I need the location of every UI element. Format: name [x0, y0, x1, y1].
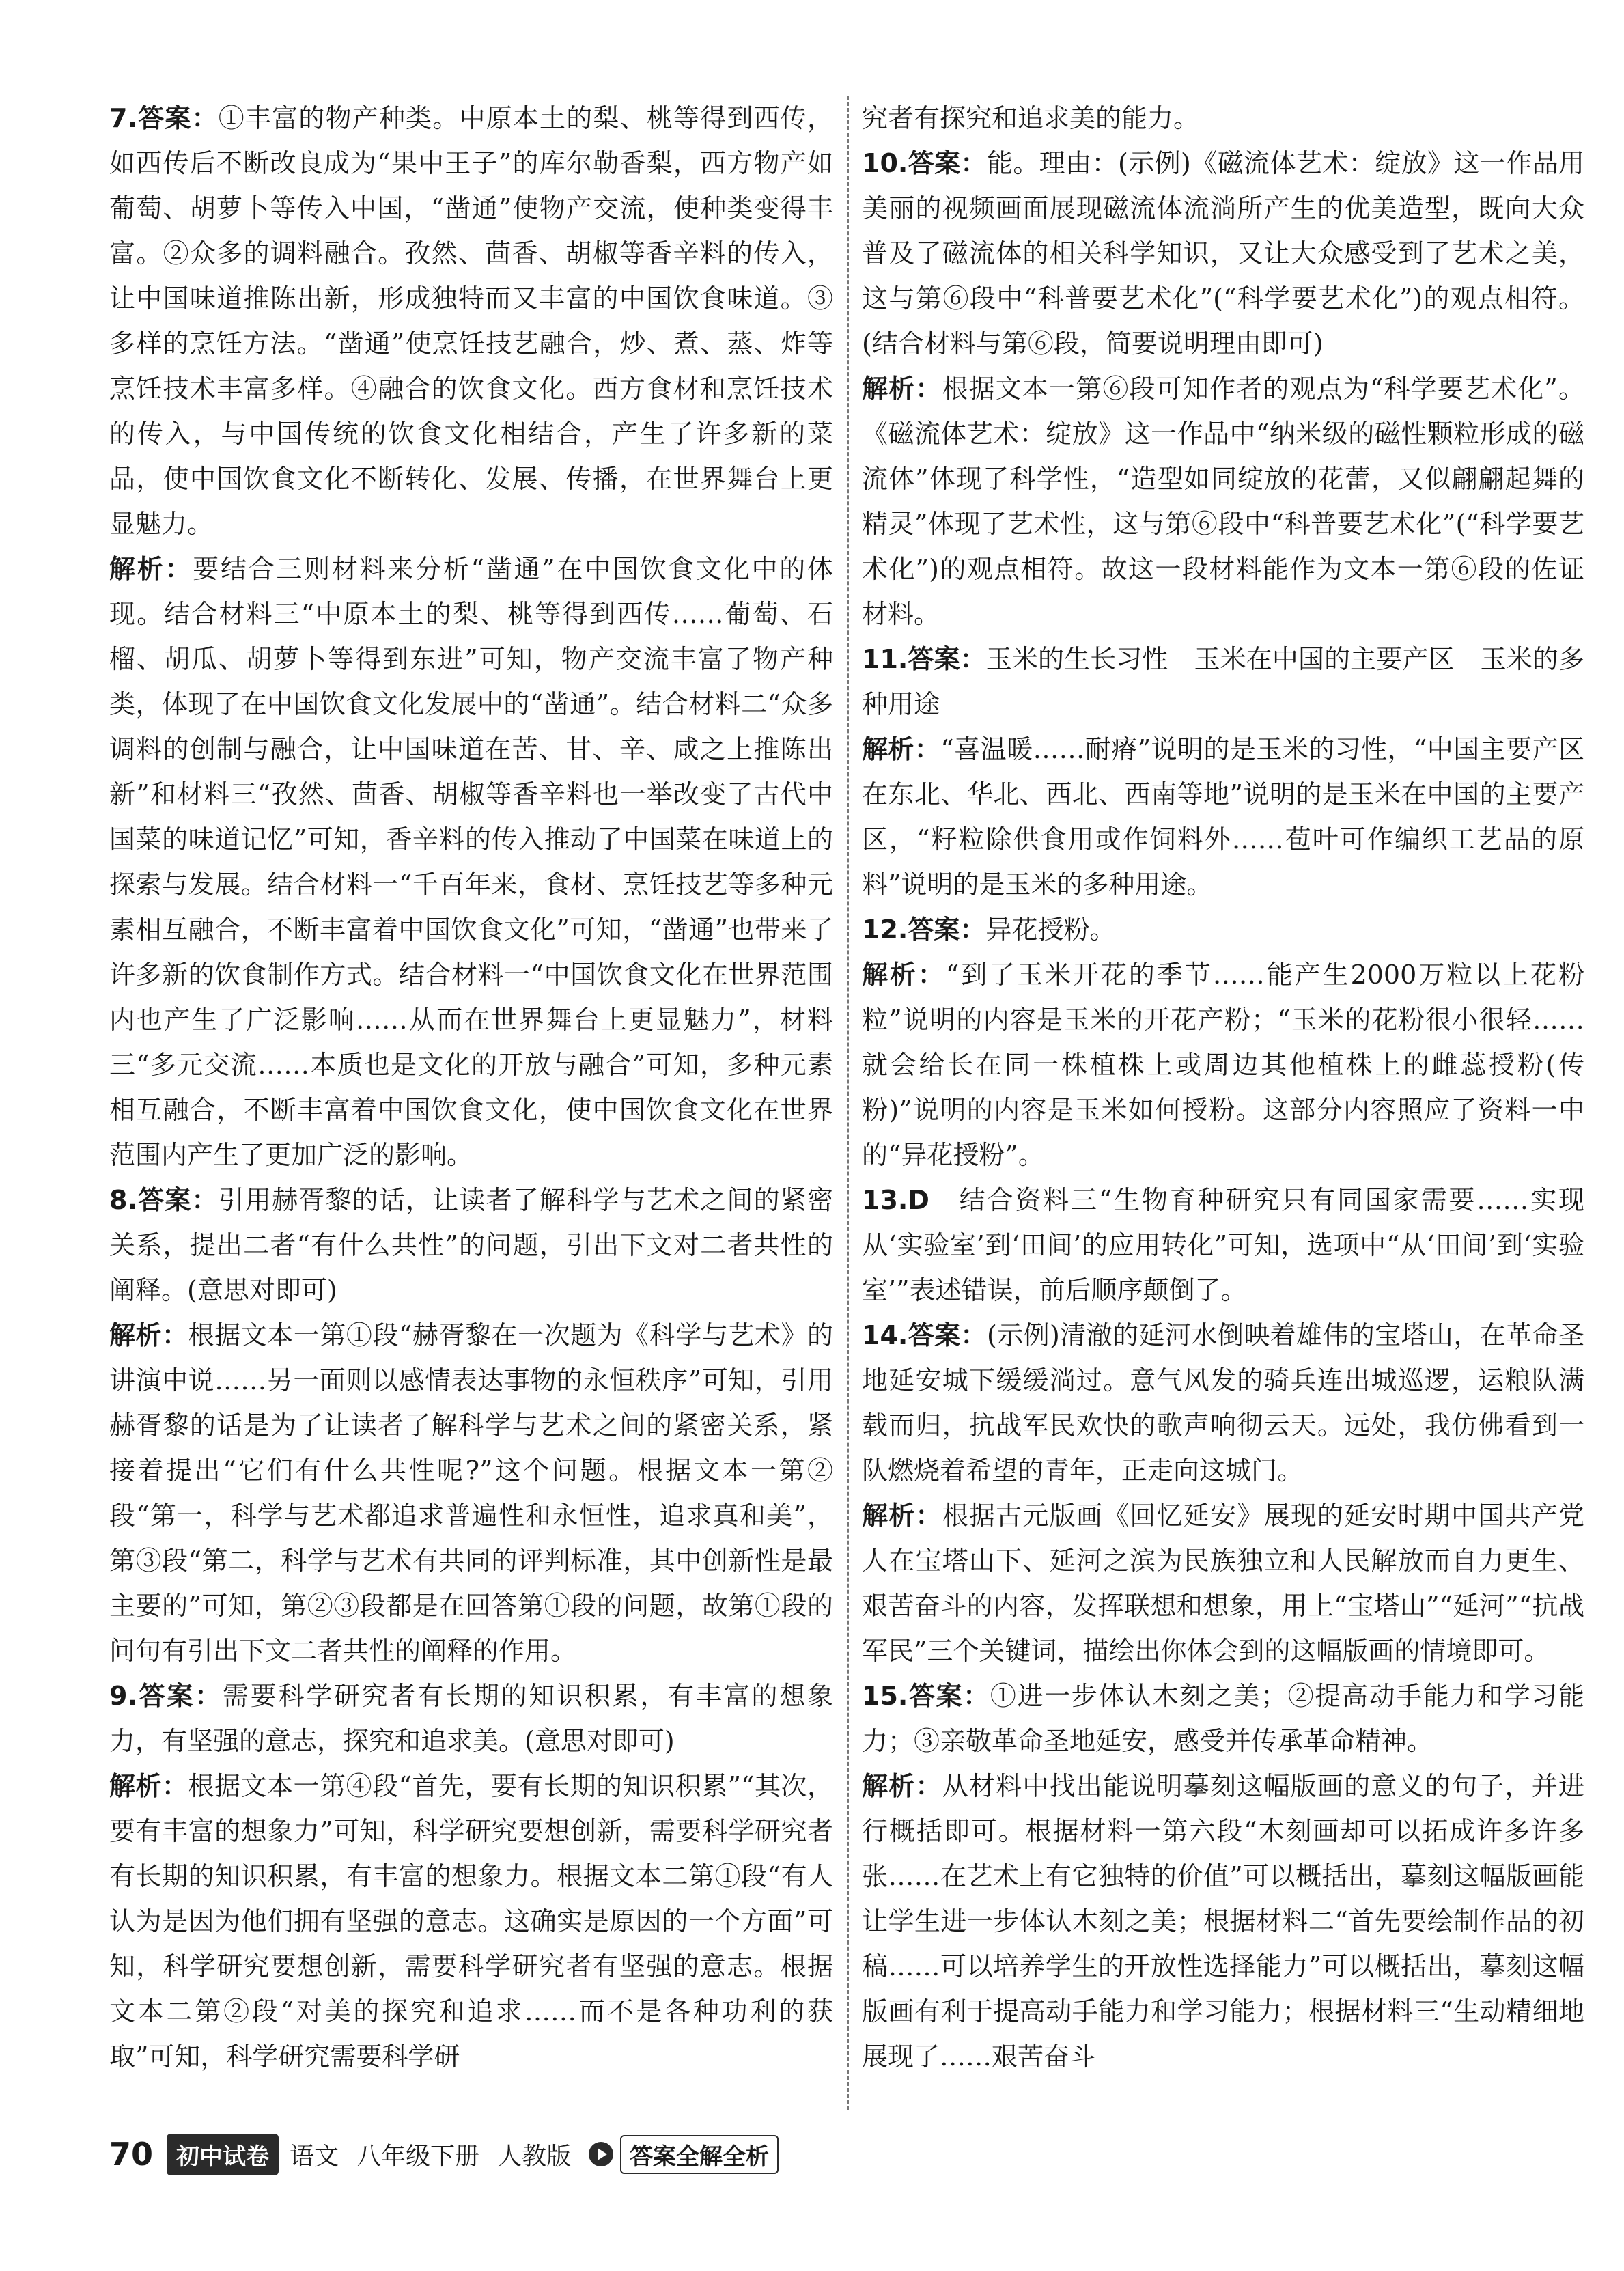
- answer-tag: 答案全解全析: [620, 2135, 779, 2174]
- answer-label: 答案：: [137, 103, 219, 133]
- analysis-block: [862, 1764, 1584, 2079]
- answer-block: [862, 1313, 1584, 1493]
- continued-text: [862, 96, 1584, 141]
- answer-block: [109, 1178, 833, 1313]
- analysis-block: [109, 1313, 833, 1673]
- answer-label: 答案：: [908, 1681, 990, 1711]
- answer-label: 答案：: [908, 1320, 987, 1350]
- question-number: 14.: [862, 1320, 908, 1350]
- analysis-label: 解析：: [862, 734, 941, 764]
- analysis-label: 解析：: [109, 1320, 188, 1350]
- analysis-block: [862, 727, 1584, 907]
- analysis-text: 要结合三则材料来分析“凿通”在中国饮食文化中的体现。结合材料三“中原本土的梨、桃等得到西传……葡萄、石榴、胡瓜、胡萝卜等得到东进”可知，物产交流丰富了物产种类，体现了在中国饮食文化发展中的“凿通”。结合材料二“众多调料的创制与融合，让中国味道在苦、甘、辛、咸之上推陈出新”和材料三“孜然、茴香、胡椒等香辛料也一举改变了古代中国菜的味道记忆”可知，香辛料的传入推动了中国菜在味道上的探索与发展。结合材料一“千百年来，食材、烹饪技艺等多种元素相互融合，不断丰富着中国饮食文化”可知，“凿通”也带来了许多新的饮食制作方式。结合材料一“中国饮食文化在世界范围内也产生了广泛影响……从而在世界舞台上更显魅力”，材料三“多元交流……本质也是文化的开放与融合”可知，多种元素相互融合，不断丰富着中国饮食文化，使中国饮食文化在世界范围内产生了更加广泛的影响。: [109, 554, 833, 1170]
- answer-text: 需要科学研究者有长期的知识积累，有丰富的想象力，有坚强的意志，探究和追求美。(意思对即可): [109, 1681, 833, 1756]
- answer-label: 答案：: [908, 148, 987, 178]
- question-number: 15.: [862, 1681, 908, 1711]
- analysis-block: [862, 366, 1584, 637]
- question-number: 8.: [109, 1185, 137, 1215]
- analysis-text: 根据文本一第④段“首先，要有长期的知识积累”“其次，要有丰富的想象力”可知，科学研究要想创新，需要科学研究者有长期的知识积累，有丰富的想象力。根据文本二第①段“有人认为是因为他们拥有坚强的意志。这确实是原因的一个方面”可知，科学研究要想创新，需要科学研究者有坚强的意志。根据文本二第②段“对美的探究和追求……而不是各种功利的获取”可知，科学研究需要科学研: [109, 1771, 833, 2072]
- question-number: 11.: [862, 644, 908, 674]
- analysis-block: [862, 952, 1584, 1178]
- analysis-label: 解析：: [109, 1771, 188, 1801]
- analysis-label: 解析：: [862, 960, 946, 990]
- answer-block: [862, 1178, 1584, 1313]
- page-footer: [109, 2130, 779, 2179]
- question-number: 13.D: [862, 1185, 929, 1215]
- answer-label: 答案：: [908, 644, 986, 674]
- analysis-text: 从材料中找出能说明摹刻这幅版画的意义的句子，并进行概括即可。根据材料一第六段“木刻画却可以拓成许多许多张……在艺术上有它独特的价值”可以概括出，摹刻这幅版画能让学生进一步体认木刻之美；根据材料二“首先要绘制作品的初稿……可以培养学生的开放性选择能力”可以概括出，摹刻这幅版画有利于提高动手能力和学习能力；根据材料三“生动精细地展现了……艰苦奋斗: [862, 1771, 1584, 2072]
- analysis-label: 解析：: [862, 1771, 942, 1801]
- column-divider: [847, 96, 849, 2110]
- analysis-label: 解析：: [862, 1501, 942, 1531]
- answer-text: 结合资料三“生物育种研究只有同国家需要……实现从‘实验室’到‘田间’的应用转化”可知，选项中“从‘田间’到‘实验室’”表述错误，前后顺序颠倒了。: [862, 1185, 1584, 1305]
- answer-text: ①进一步体认木刻之美；②提高动手能力和学习能力；③亲敬革命圣地延安，感受并传承革命精神。: [862, 1681, 1584, 1756]
- brand-badge: 初中试卷: [167, 2134, 279, 2175]
- answer-block: [862, 141, 1584, 366]
- analysis-block: [109, 1764, 833, 2079]
- answer-label: 答案：: [908, 915, 986, 945]
- answer-label: 答案：: [137, 1681, 223, 1711]
- subject-label: 语文: [290, 2142, 339, 2171]
- answer-text: 引用赫胥黎的话，让读者了解科学与艺术之间的紧密关系，提出二者“有什么共性”的问题，引出下文对二者共性的阐释。(意思对即可): [109, 1185, 833, 1305]
- analysis-label: 解析：: [109, 554, 193, 584]
- answer-block: [862, 1673, 1584, 1764]
- analysis-block: [862, 1493, 1584, 1673]
- play-icon: [589, 2142, 613, 2166]
- answer-text: 究者有探究和追求美的能力。: [862, 103, 1200, 133]
- question-number: 12.: [862, 915, 908, 945]
- answer-text: 异花授粉。: [985, 915, 1116, 945]
- analysis-block: [109, 546, 833, 1178]
- analysis-text: “到了玉米开花的季节……能产生2000万粒以上花粉粒”说明的内容是玉米的开花产粉；“玉米的花粉很小很轻……就会给长在同一株植株上或周边其他植株上的雌蕊授粉(传粉)”说明的内容是玉米如何授粉。这部分内容照应了资料一中的“异花授粉”。: [862, 960, 1584, 1170]
- left-column: [109, 96, 833, 2079]
- analysis-text: 根据文本一第①段“赫胥黎在一次题为《科学与艺术》的讲演中说……另一面则以感情表达事物的永恒秩序”可知，引用赫胥黎的话是为了让读者了解科学与艺术之间的紧密关系，紧接着提出“它们有什么共性呢?”这个问题。根据文本一第②段“第一，科学与艺术都追求普遍性和永恒性，追求真和美”，第③段“第二，科学与艺术有共同的评判标准，其中创新性是最主要的”可知，第②③段都是在回答第①段的问题，故第①段的问句有引出下文二者共性的阐释的作用。: [109, 1320, 833, 1666]
- answer-block: [109, 96, 833, 546]
- page-number: 70: [109, 2136, 154, 2173]
- answer-text: 玉米的生长习性 玉米在中国的主要产区 玉米的多种用途: [862, 644, 1584, 719]
- analysis-text: 根据文本一第⑥段可知作者的观点为“科学要艺术化”。《磁流体艺术：绽放》这一作品中“纳米级的磁性颗粒形成的磁流体”体现了科学性，“造型如同绽放的花蕾，又似翩翩起舞的精灵”体现了艺术性，这与第⑥段中“科普要艺术化”(“科学要艺术化”)的观点相符。故这一段材料能作为文本一第⑥段的佐证材料。: [862, 374, 1584, 629]
- question-number: 7.: [109, 103, 137, 133]
- edition-label: 人教版: [497, 2142, 572, 2171]
- answer-block: [109, 1673, 833, 1764]
- analysis-text: “喜温暖……耐瘠”说明的是玉米的习性，“中国主要产区在东北、华北、西北、西南等地”说明的是玉米在中国的主要产区，“籽粒除供食用或作饲料外……苞叶可作编织工艺品的原料”说明的是玉米的多种用途。: [862, 734, 1584, 900]
- grade-label: 八年级下册: [356, 2142, 480, 2171]
- answer-text: ①丰富的物产种类。中原本土的梨、桃等得到西传，如西传后不断改良成为“果中王子”的库尔勒香梨，西方物产如葡萄、胡萝卜等传入中国，“凿通”使物产交流，使种类变得丰富。②众多的调料融合。孜然、茴香、胡椒等香辛料的传入，让中国味道推陈出新，形成独特而又丰富的中国饮食味道。③多样的烹饪方法。“凿通”使烹饪技艺融合，炒、煮、蒸、炸等烹饪技术丰富多样。④融合的饮食文化。西方食材和烹饪技术的传入，与中国传统的饮食文化相结合，产生了许多新的菜品，使中国饮食文化不断转化、发展、传播，在世界舞台上更显魅力。: [109, 103, 833, 539]
- answer-text: 能。理由：(示例)《磁流体艺术：绽放》这一作品用美丽的视频画面展现磁流体流淌所产生的优美造型，既向大众普及了磁流体的相关科学知识，又让大众感受到了艺术之美，这与第⑥段中“科普要艺术化”(“科学要艺术化”)的观点相符。(结合材料与第⑥段，简要说明理由即可): [862, 148, 1584, 359]
- answer-block: [862, 637, 1584, 727]
- answer-text: (示例)清澈的延河水倒映着雄伟的宝塔山，在革命圣地延安城下缓缓淌过。意气风发的骑兵连出城巡逻，运粮队满载而归，抗战军民欢快的歌声响彻云天。远处，我仿佛看到一队燃烧着希望的青年，正走向这城门。: [862, 1320, 1584, 1486]
- analysis-text: 根据古元版画《回忆延安》展现的延安时期中国共产党人在宝塔山下、延河之滨为民族独立和人民解放而自力更生、艰苦奋斗的内容，发挥联想和想象，用上“宝塔山”“延河”“抗战军民”三个关键词，描绘出你体会到的这幅版画的情境即可。: [862, 1501, 1584, 1666]
- question-number: 9.: [109, 1681, 137, 1711]
- right-column: [862, 96, 1584, 2079]
- answer-block: [862, 907, 1584, 952]
- question-number: 10.: [862, 148, 908, 178]
- analysis-label: 解析：: [862, 374, 942, 404]
- answer-label: 答案：: [137, 1185, 219, 1215]
